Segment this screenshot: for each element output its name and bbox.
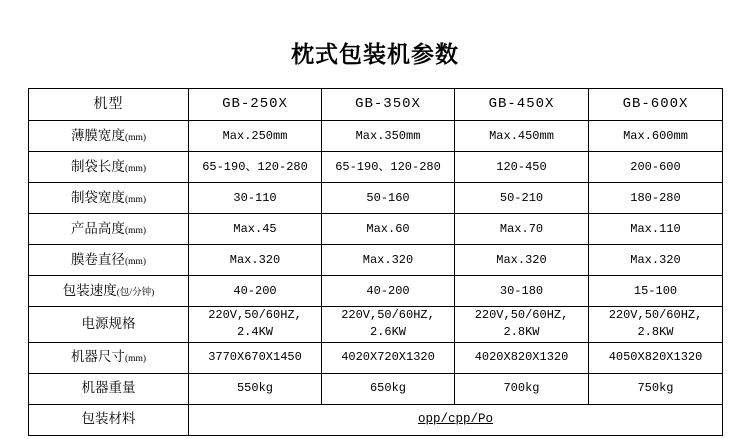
cell-value: Max.320 (589, 245, 723, 276)
row-label (29, 214, 189, 245)
cell-value: 4020X820X1320 (455, 342, 589, 373)
row-label: 包装材料 (29, 404, 189, 435)
cell-value: 220V,50/60HZ, 2.4KW (189, 307, 322, 343)
cell-value: 220V,50/60HZ, 2.8KW (455, 307, 589, 343)
row-label-unit: (mm) (124, 225, 147, 236)
cell-value: 50-210 (455, 183, 589, 214)
spec-table (28, 88, 723, 436)
page-title: 枕式包装机参数 (291, 42, 459, 67)
cell-value: 50-160 (322, 183, 455, 214)
row-label (29, 307, 189, 343)
cell-value: 30-110 (189, 183, 322, 214)
cell-value: 65-190、120-280 (189, 152, 322, 183)
row-label (29, 152, 189, 183)
cell-value: 180-280 (589, 183, 723, 214)
cell-value: Max.250mm (189, 121, 322, 152)
cell-value: 220V,50/60HZ, 2.8KW (589, 307, 723, 343)
cell-value: 40-200 (189, 276, 322, 307)
row-label-text: 制袋宽度 (70, 189, 125, 205)
row-label-text: 机器尺寸 (70, 349, 125, 365)
row-label (29, 183, 189, 214)
cell-value: Max.45 (189, 214, 322, 245)
table-row (29, 342, 723, 373)
row-label (29, 373, 189, 404)
cell-value: 650kg (322, 373, 455, 404)
table-header-row (29, 89, 723, 121)
cell-value: 200-600 (589, 152, 723, 183)
row-label (29, 276, 189, 307)
column-header-gb250x: GB-250X (189, 89, 322, 121)
cell-value: Max.60 (322, 214, 455, 245)
cell-value: Max.320 (455, 245, 589, 276)
cell-value: 700kg (455, 373, 589, 404)
row-label-text: 制袋长度 (70, 158, 125, 174)
column-header-gb600x: GB-600X (589, 89, 723, 121)
row-label-text: 膜卷直径 (70, 251, 125, 267)
column-header-gb350x: GB-350X (322, 89, 455, 121)
cell-value: 65-190、120-280 (322, 152, 455, 183)
packaging-material-value: opp/cpp/Po (189, 404, 723, 435)
row-label (29, 245, 189, 276)
row-label-text: 包装速度 (62, 282, 117, 298)
table-row (29, 183, 723, 214)
cell-value: 4050X820X1320 (589, 342, 723, 373)
cell-value: 40-200 (322, 276, 455, 307)
row-label-text: 产品高度 (70, 220, 125, 236)
row-label-unit: (mm) (124, 354, 147, 365)
row-label (29, 121, 189, 152)
cell-value: 750kg (589, 373, 723, 404)
column-header-gb450x: GB-450X (455, 89, 589, 121)
row-label-text: 机器重量 (81, 380, 136, 396)
row-label-unit: (mm) (124, 194, 147, 205)
row-label-text: 薄膜宽度 (70, 127, 125, 143)
cell-value: 15-100 (589, 276, 723, 307)
table-row (29, 307, 723, 343)
table-footer-row (29, 404, 723, 435)
row-label-unit: (mm) (124, 163, 147, 174)
cell-value: Max.110 (589, 214, 723, 245)
cell-value: 550kg (189, 373, 322, 404)
cell-value: Max.70 (455, 214, 589, 245)
table-row (29, 245, 723, 276)
column-header-model: 机型 (29, 89, 189, 121)
cell-value: Max.320 (189, 245, 322, 276)
cell-value: 120-450 (455, 152, 589, 183)
row-label-unit: (mm) (124, 256, 147, 267)
row-label-unit: (mm) (124, 132, 147, 143)
cell-value: Max.350mm (322, 121, 455, 152)
row-label-text: 电源规格 (81, 315, 136, 331)
row-label (29, 342, 189, 373)
spec-table-wrapper (28, 88, 722, 436)
table-row (29, 276, 723, 307)
row-label-unit: (包/分钟) (116, 287, 155, 298)
cell-value: 30-180 (455, 276, 589, 307)
table-row (29, 373, 723, 404)
cell-value: 220V,50/60HZ, 2.6KW (322, 307, 455, 343)
table-row (29, 152, 723, 183)
table-row (29, 214, 723, 245)
cell-value: 3770X670X1450 (189, 342, 322, 373)
table-row (29, 121, 723, 152)
cell-value: Max.320 (322, 245, 455, 276)
cell-value: Max.600mm (589, 121, 723, 152)
cell-value: 4020X720X1320 (322, 342, 455, 373)
cell-value: Max.450mm (455, 121, 589, 152)
